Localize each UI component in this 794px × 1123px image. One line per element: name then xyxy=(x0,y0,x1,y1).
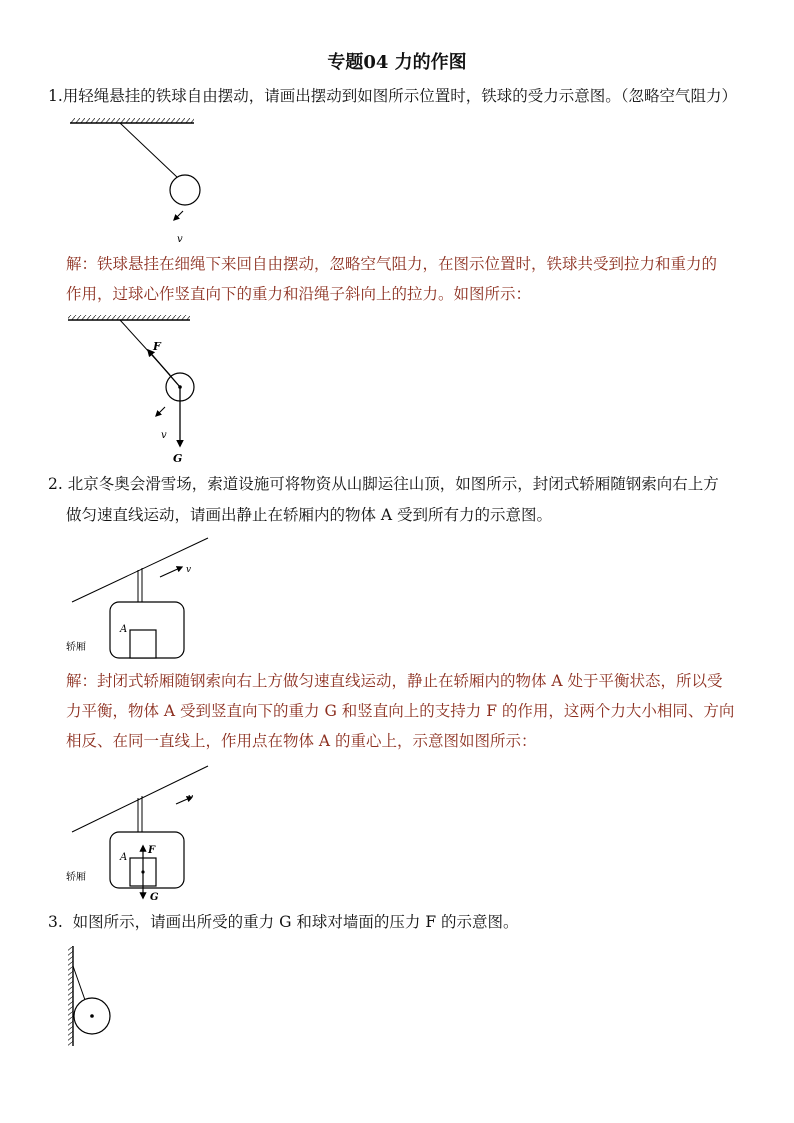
tension-arrow xyxy=(148,350,180,387)
velocity-label: v xyxy=(186,565,192,575)
object-a-label: A xyxy=(120,852,128,863)
question-number: 1. xyxy=(48,87,63,105)
cabin-label: 轿厢 xyxy=(66,642,86,653)
question-line xyxy=(48,469,768,500)
question-text: 用轻绳悬挂的铁球自由摆动，请画出摆动到如图所示位置时，铁球的受力示意图。（忽略空气阻力） xyxy=(62,87,738,105)
figure-pendulum-question xyxy=(60,112,220,247)
cabin-label: 轿厢 xyxy=(66,872,86,883)
question-number: 2. xyxy=(48,475,63,493)
solution-line: 相反、在同一直线上，作用点在物体 A 的重心上，示意图如图所示： xyxy=(66,732,537,750)
question-text: 如图所示，请画出所受的重力 G 和球对墙面的压力 F 的示意图。 xyxy=(72,913,519,931)
page-title: 专题04 力的作图 xyxy=(327,52,467,73)
velocity-label: v xyxy=(177,234,183,245)
solution-line: 力平衡，物体 A 受到竖直向下的重力 G 和竖直向上的支持力 F 的作用，这两个力大小相同、方向 xyxy=(66,702,735,720)
velocity-label: v xyxy=(161,430,167,441)
question-2 xyxy=(48,469,768,531)
ceiling-hatch xyxy=(70,118,194,123)
figure-cable-car-solution xyxy=(62,760,222,905)
ball-center xyxy=(90,1014,94,1018)
velocity-arrow xyxy=(174,211,183,220)
solution-line: 作用，过球心作竖直向下的重力和沿绳子斜向上的拉力。如图所示： xyxy=(66,285,532,303)
solution-line: 解：铁球悬挂在细绳下来回自由摆动，忽略空气阻力，在图示位置时，铁球共受到拉力和重力的 xyxy=(66,255,718,273)
rope xyxy=(120,123,178,178)
gravity-label: G xyxy=(150,892,159,903)
solution-2 xyxy=(66,666,756,756)
solution-line: 解：封闭式轿厢随钢索向右上方做匀速直线运动，静止在轿厢内的物体 A 处于平衡状态，所以受 xyxy=(66,672,723,690)
solution-1 xyxy=(66,249,756,309)
wall-hatch xyxy=(68,946,73,1046)
question-line: 做匀速直线运动，请画出静止在轿厢内的物体 A 受到所有力的示意图。 xyxy=(66,506,553,524)
question-number: 3. xyxy=(48,913,63,931)
figure-wall-ball xyxy=(60,942,130,1052)
rope xyxy=(73,966,85,1000)
gravity-label: G xyxy=(173,452,183,465)
tension-label: F xyxy=(153,340,161,353)
question-3 xyxy=(48,907,768,938)
iron-ball xyxy=(170,175,200,205)
velocity-arrow xyxy=(156,407,165,416)
figure-cable-car-question xyxy=(62,530,222,660)
object-a-label: A xyxy=(120,624,128,635)
velocity-arrow xyxy=(160,567,182,577)
velocity-label: v xyxy=(188,793,194,803)
figure-pendulum-solution xyxy=(60,310,220,470)
question-1 xyxy=(48,81,768,112)
object-a xyxy=(130,630,156,658)
question-text: 北京冬奥会滑雪场，索道设施可将物资从山脚运往山顶，如图所示，封闭式轿厢随钢索向右上方 xyxy=(67,475,719,493)
support-force-label: F xyxy=(148,845,156,856)
ceiling-hatch xyxy=(68,315,190,320)
